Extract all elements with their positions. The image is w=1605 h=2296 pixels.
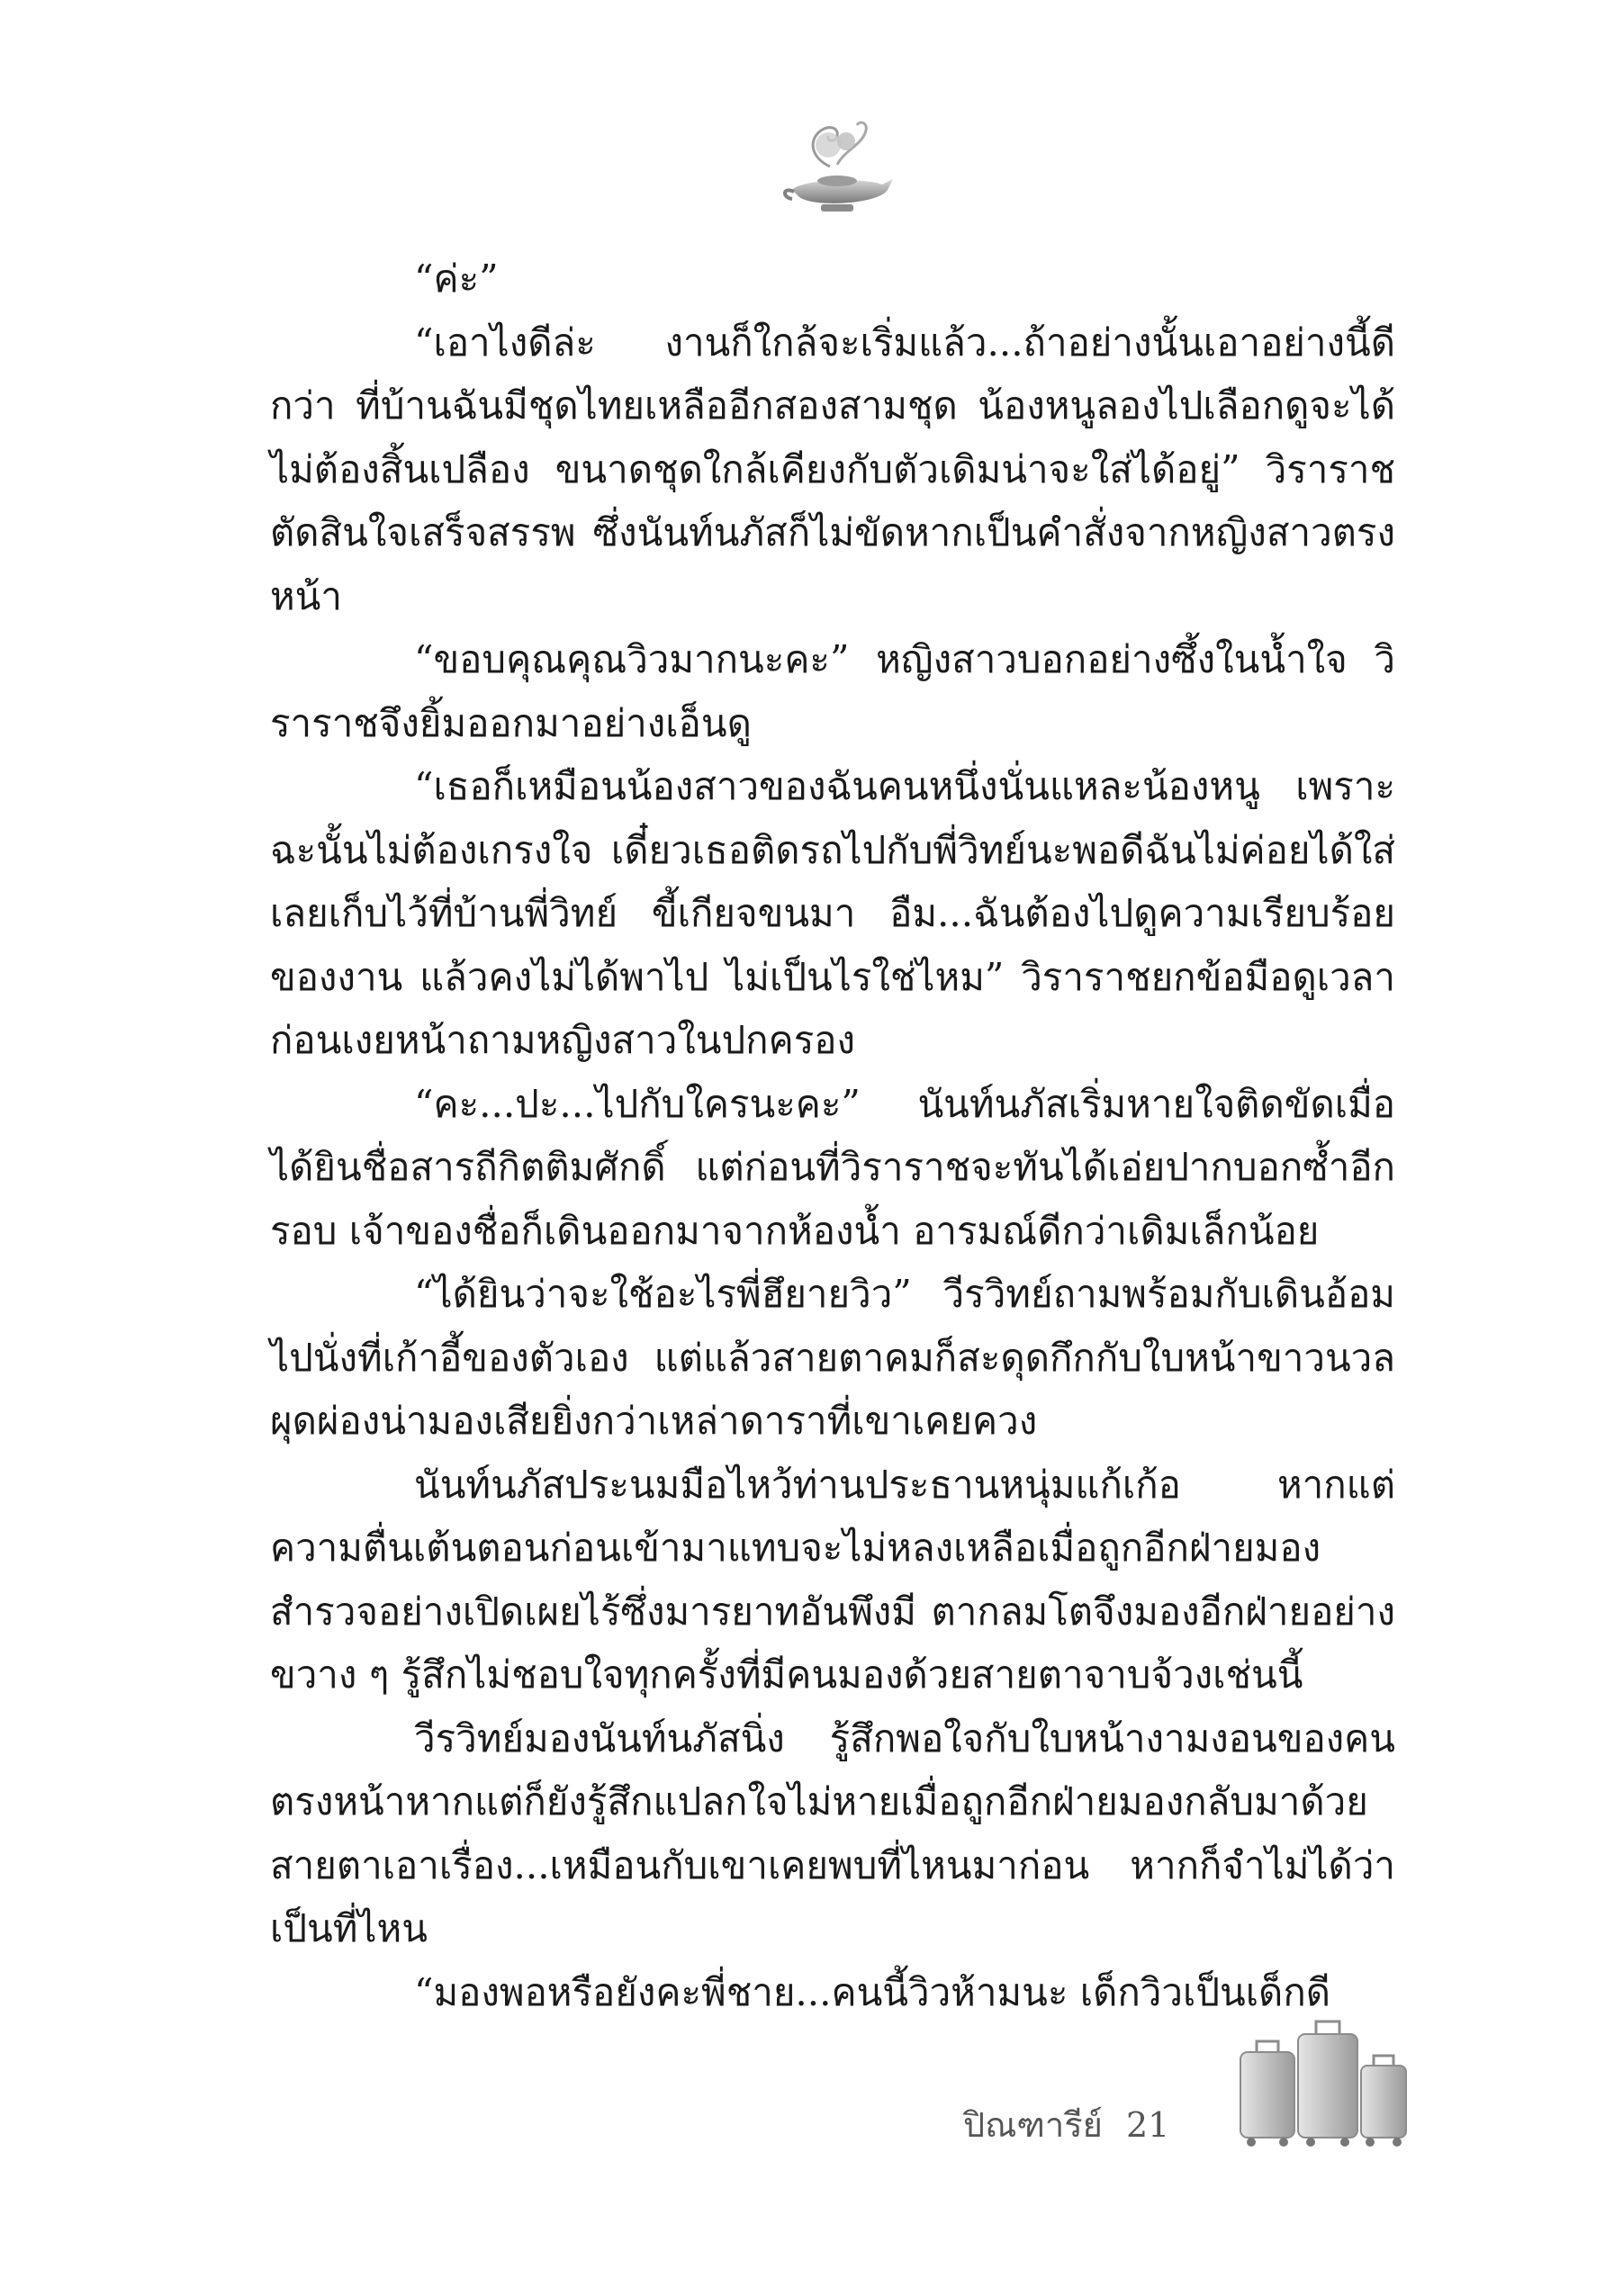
paragraph-5: “คะ...ปะ...ไปกับใครนะคะ” นันท์นภัสเริ่มหายใจติดขัดเมื่อได้ยินชื่อสารถีกิตติมศักดิ์ แต่ก่อนที่วิราราชจะทันได้เอ่ยปากบอกซ้ำอีกรอบ เจ้าของชื่อก็เดินออกมาจากห้องน้ำ อารมณ์ดีกว่าเดิมเล็กน้อย <box>270 1081 1395 1253</box>
paragraph-7: นันท์นภัสประนมมือไหว้ท่านประธานหนุ่มแก้เก้อ หากแต่ความตื่นเต้นตอนก่อนเข้ามาแทบจะไม่หลงเหลือเมื่อถูกอีกฝ่ายมองสำรวจอย่างเปิดเผยไร้ซึ่งมารยาทอันพึงมี ตากลมโตจึงมองอีกฝ่ายอย่างขวาง ๆ รู้สึกไม่ชอบใจทุกครั้งที่มีคนมองด้วยสายตาจาบจ้วงเช่นนี้ <box>270 1462 1395 1697</box>
paragraph-2: “เอาไงดีล่ะ งานก็ใกล้จะเริ่มแล้ว...ถ้าอย่างนั้นเอาอย่างนี้ดีกว่า ที่บ้านฉันมีชุดไทยเหลืออีกสองสามชุด น้องหนูลองไปเลือกดูจะได้ไม่ต้องสิ้นเปลือง ขนาดชุดใกล้เคียงกับตัวเดิมน่าจะใส่ได้อยู่” วิราราชตัดสินใจเสร็จสรรพ ซึ่งนันท์นภัสก็ไม่ขัดหากเป็นคำสั่งจากหญิงสาวตรงหน้า <box>270 320 1395 618</box>
body-text <box>270 248 1395 2024</box>
paragraph-8: วีรวิทย์มองนันท์นภัสนิ่ง รู้สึกพอใจกับใบหน้างามงอนของคนตรงหน้าหากแต่ก็ยังรู้สึกแปลกใจไม่หายเมื่อถูกอีกฝ่ายมองกลับมาด้วยสายตาเอาเรื่อง...เหมือนกับเขาเคยพบที่ไหนมาก่อน หากก็จำไม่ได้ว่าเป็นที่ไหน <box>270 1715 1395 1950</box>
luggage-icon <box>1233 2016 1413 2151</box>
paragraph-3: “ขอบคุณคุณวิวมากนะคะ” หญิงสาวบอกอย่างซึ้งในน้ำใจ วิราราชจึงยิ้มออกมาอย่างเอ็นดู <box>270 637 1395 745</box>
paragraph-1: “ค่ะ” <box>414 257 499 301</box>
page-number: 21 <box>1125 2105 1170 2145</box>
paragraph-4: “เธอก็เหมือนน้องสาวของฉันคนหนึ่งนั่นแหละน้องหนู เพราะฉะนั้นไม่ต้องเกรงใจ เดี๋ยวเธอติดรถไปกับพี่วิทย์นะพอดีฉันไม่ค่อยได้ใส่เลยเก็บไว้ที่บ้านพี่วิทย์ ขี้เกียจขนมา อืม...ฉันต้องไปดูความเรียบร้อยของงาน แล้วคงไม่ได้พาไป ไม่เป็นไรใช่ไหม” วิราราชยกข้อมือดูเวลาก่อนเงยหน้าถามหญิงสาวในปกครอง <box>270 764 1395 1062</box>
paragraph-6: “ได้ยินว่าจะใช้อะไรพี่ฮึยายวิว” วีรวิทย์ถามพร้อมกับเดินอ้อมไปนั่งที่เก้าอี้ของตัวเอง แต่แล้วสายตาคมก็สะดุดกึกกับใบหน้าขาวนวลผุดผ่องน่ามองเสียยิ่งกว่าเหล่าดาราที่เขาเคยควง <box>270 1272 1395 1443</box>
paragraph-9: “มองพอหรือยังคะพี่ชาย...คนนี้วิวห้ามนะ เด็กวิวเป็นเด็กดี <box>414 1969 1331 2014</box>
author-name: ปิณฑารีย์ <box>963 2105 1103 2145</box>
page-footer <box>963 2097 1169 2152</box>
genie-lamp-icon <box>774 104 900 230</box>
